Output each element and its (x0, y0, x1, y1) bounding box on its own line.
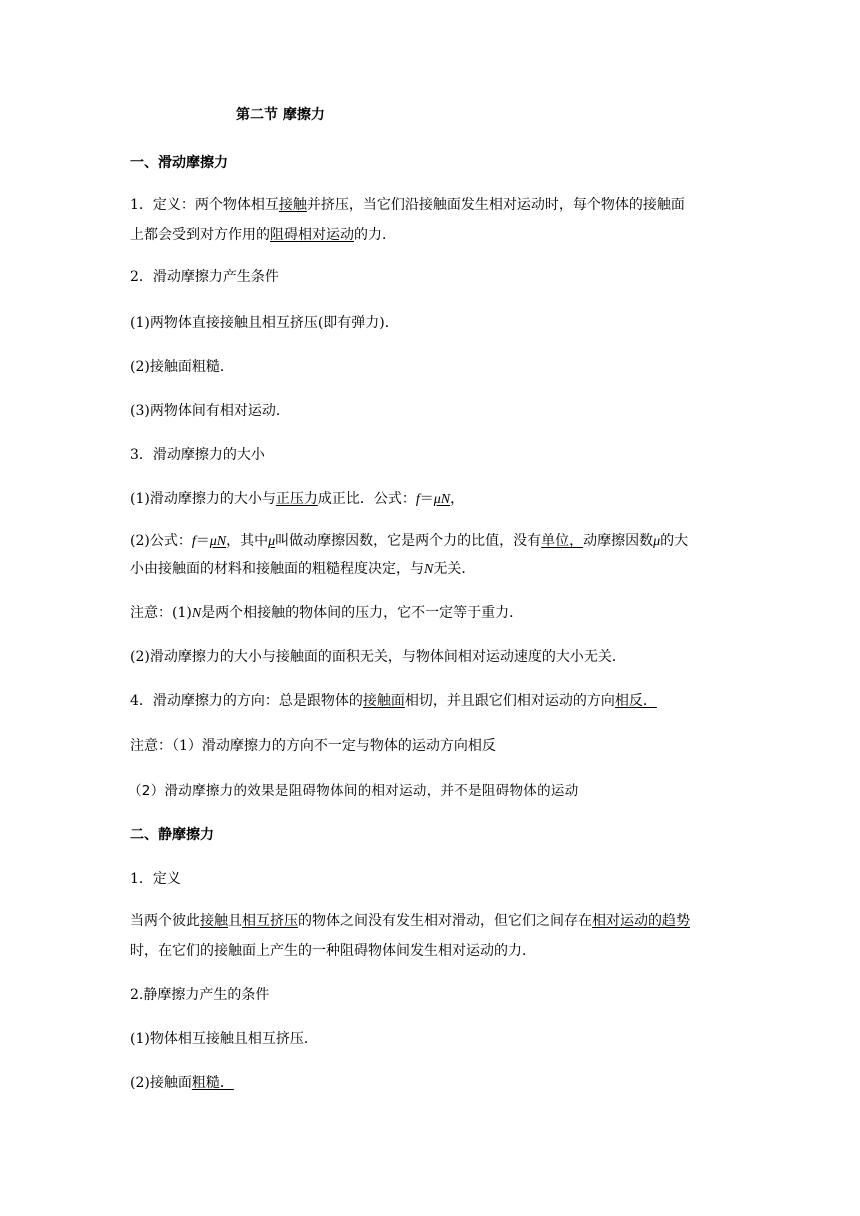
text: (2)接触面 (130, 1075, 192, 1091)
underlined-term: 正压力 (275, 491, 318, 507)
direction-note-2: （2）滑动摩擦力的效果是阻碍物体间的相对运动，并不是阻碍物体的运动 (128, 783, 579, 799)
note-1 (130, 602, 523, 622)
sliding-size-title: 3．滑动摩擦力的大小 (130, 447, 265, 463)
sliding-definition-line-2 (130, 224, 396, 244)
formula-eq: ＝ (195, 533, 210, 549)
symbol-n: N (191, 606, 202, 621)
underlined-term: 相对运动的趋势 (592, 913, 690, 929)
underlined-term: 接触面 (362, 693, 405, 709)
underlined-term: 相互挤压 (242, 913, 298, 929)
formula-f: f (415, 492, 420, 507)
static-condition-1: (1)物体相互接触且相互挤压． (130, 1031, 318, 1047)
text: 的物体之间没有发生相对滑动，但它们之间存在 (298, 913, 592, 929)
underlined-term: 相反． (614, 693, 657, 709)
direction-note-1: 注意：（1）滑动摩擦力的方向不一定与物体的运动方向相反 (130, 738, 496, 754)
text: 并挤压，当它们沿接触面发生相对运动时，每个物体的接触面 (306, 197, 685, 213)
text: 相切，并且跟它们相对运动的方向 (404, 693, 615, 709)
sliding-size-1 (130, 488, 464, 508)
sliding-direction (130, 690, 657, 710)
text: 且 (228, 913, 242, 929)
sliding-condition-3: (3)两物体间有相对运动． (130, 403, 290, 419)
text: 成正比．公式： (317, 491, 416, 507)
formula-f: f (191, 534, 196, 549)
text: 1．定义：两个物体相互 (130, 197, 279, 213)
underlined-term: 单位， (541, 533, 584, 549)
formula-mu-n: μN (433, 492, 451, 507)
underlined-term: 粗糙． (191, 1075, 234, 1091)
page-title: 第二节 摩擦力 (236, 107, 325, 123)
underlined-term: 阻碍相对运动 (270, 227, 354, 243)
section-heading-static-friction: 二、静摩擦力 (130, 827, 214, 843)
text: 叫做动摩擦因数，它是两个力的比值，没有 (275, 533, 542, 549)
symbol-n: N (424, 562, 434, 577)
text: 小由接触面的材料和接触面的粗糙程度决定，与 (130, 561, 424, 577)
static-condition-title: 2.静摩擦力产生的条件 (130, 987, 270, 1003)
static-condition-2 (130, 1072, 234, 1092)
underlined-term: 接触 (278, 197, 307, 213)
sliding-condition-1: (1)两物体直接接触且相互挤压(即有弹力)． (130, 315, 399, 331)
text: 上都会受到对方作用的 (130, 227, 270, 243)
text: ， (450, 491, 465, 507)
underlined-term: 接触 (200, 913, 228, 929)
note-2: (2)滑动摩擦力的大小与接触面的面积无关，与物体间相对运动速度的大小无关． (130, 649, 626, 665)
text: 动摩擦因数 (583, 533, 654, 549)
static-definition-line-2: 时，在它们的接触面上产生的一种阻碍物体间发生相对运动的力． (130, 943, 536, 959)
sliding-condition-2: (2)接触面粗糙． (130, 359, 234, 375)
sliding-condition-title: 2．滑动摩擦力产生条件 (130, 269, 279, 285)
text: 4．滑动摩擦力的方向：总是跟物体的 (130, 693, 363, 709)
static-definition-line-1 (130, 910, 690, 930)
text: 的力． (354, 227, 396, 243)
sliding-definition-line-1 (130, 194, 685, 214)
symbol-mu: μ (268, 534, 276, 549)
text: (1)滑动摩擦力的大小与 (130, 491, 276, 507)
text: 是两个相接触的物体间的压力，它不一定等于重力． (201, 605, 524, 621)
section-heading-sliding-friction: 一、滑动摩擦力 (130, 155, 228, 171)
text: ，其中 (226, 533, 269, 549)
text: 注意：(1) (130, 605, 192, 621)
symbol-mu: μ (653, 534, 661, 549)
text: 的大 (660, 533, 689, 549)
formula-mu-n: μN (209, 534, 227, 549)
static-definition-title: 1．定义 (130, 871, 181, 887)
sliding-size-2-line-1 (130, 530, 688, 550)
text: (2)公式： (130, 533, 192, 549)
sliding-size-2-line-2 (130, 558, 475, 578)
formula-eq: ＝ (419, 491, 434, 507)
text: 无关． (433, 561, 476, 577)
text: 当两个彼此 (130, 913, 200, 929)
